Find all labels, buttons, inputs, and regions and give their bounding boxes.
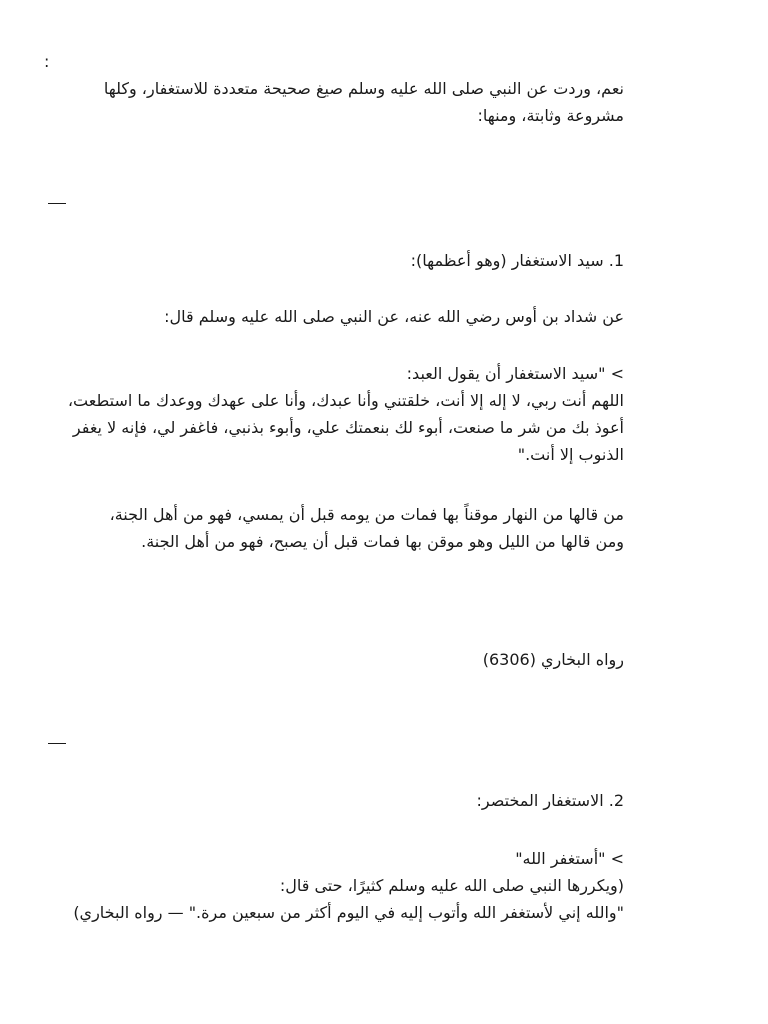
narration-text: عن شداد بن أوس رضي الله عنه، عن النبي صلى الله عليه وسلم قال: — [164, 307, 624, 326]
quote-line: الذنوب إلا أنت." — [517, 445, 624, 464]
colon-text: : — [44, 52, 50, 71]
source-text: رواه البخاري (6306) — [482, 650, 624, 669]
section1-virtue — [44, 501, 624, 555]
virtue-line: ومن قالها من الليل وهو موقن بها فمات قبل أن يصبح، فهو من أهل الجنة. — [141, 532, 624, 551]
section-divider — [48, 203, 66, 204]
virtue-line: من قالها من النهار موقناً بها فمات من يومه قبل أن يمسي، فهو من أهل الجنة، — [109, 505, 624, 524]
section1-narration — [44, 303, 624, 330]
quote-line: > "أستغفر الله" — [515, 849, 624, 868]
section-divider — [48, 743, 66, 744]
section2-heading — [44, 787, 624, 814]
section1-source — [44, 646, 624, 673]
quote-line: "والله إني لأستغفر الله وأتوب إليه في اليوم أكثر من سبعين مرة." — رواه البخاري) — [73, 903, 624, 922]
intro-line: نعم، وردت عن النبي صلى الله عليه وسلم صيغ صحيحة متعددة للاستغفار، وكلها — [103, 79, 624, 98]
intro-paragraph — [44, 75, 624, 129]
section1-heading-text: 1. سيد الاستغفار (وهو أعظمها): — [410, 251, 624, 270]
section2-quote — [44, 845, 624, 926]
quote-line: (ويكررها النبي صلى الله عليه وسلم كثيرًا، حتى قال: — [279, 876, 624, 895]
section2-heading-text: 2. الاستغفار المختصر: — [476, 791, 624, 810]
intro-line: مشروعة وثابتة، ومنها: — [477, 106, 624, 125]
section1-quote — [44, 360, 624, 468]
colon-line — [44, 48, 624, 75]
quote-line: اللهم أنت ربي، لا إله إلا أنت، خلقتني وأنا عبدك، وأنا على عهدك ووعدك ما استطعت، — [67, 391, 624, 410]
quote-line: > "سيد الاستغفار أن يقول العبد: — [406, 364, 624, 383]
quote-line: أعوذ بك من شر ما صنعت، أبوء لك بنعمتك علي، وأبوء بذنبي، فاغفر لي، فإنه لا يغفر — [72, 418, 624, 437]
section1-heading — [44, 247, 624, 274]
